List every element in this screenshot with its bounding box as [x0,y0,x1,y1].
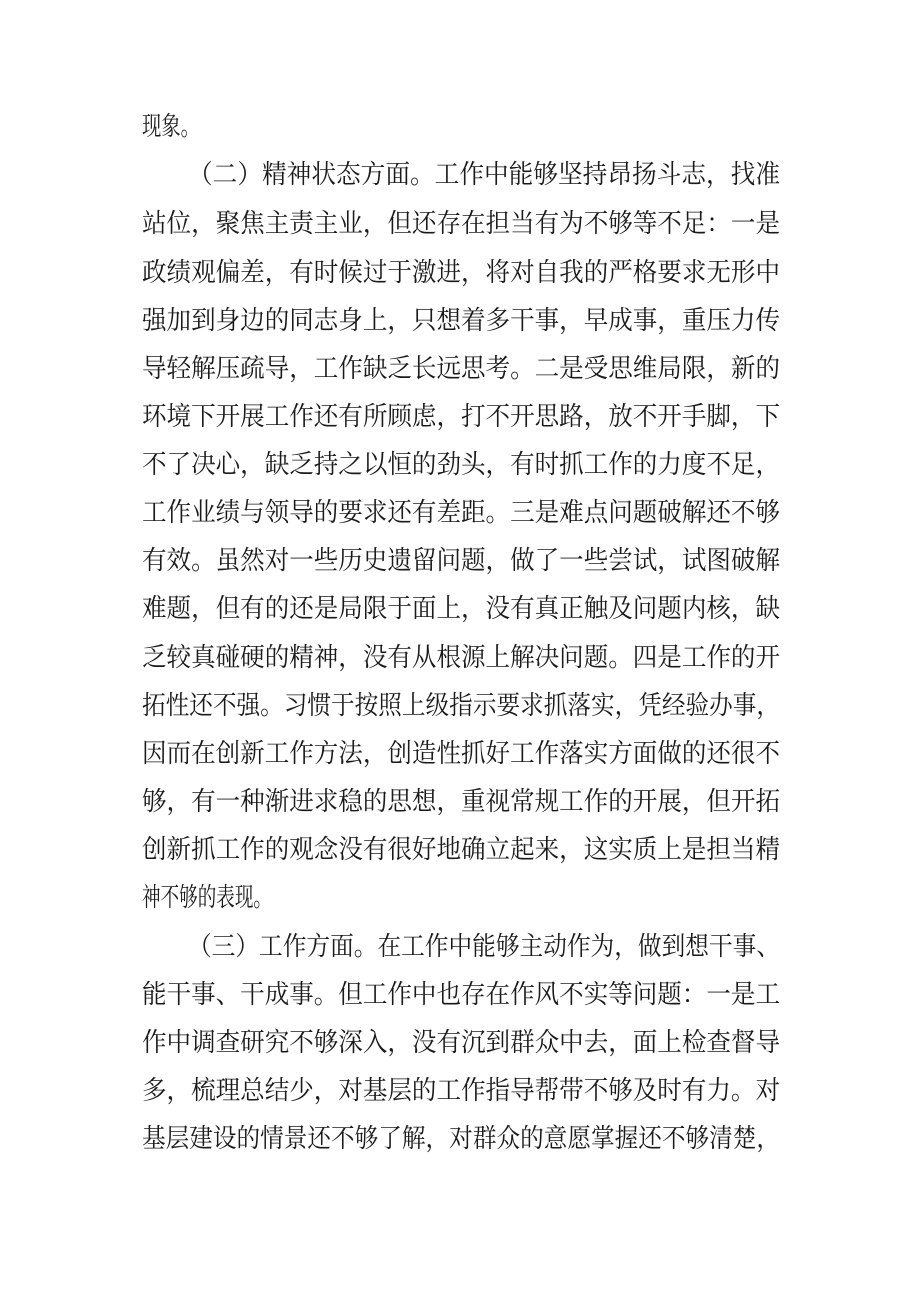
text-line-07: 环境下开展工作还有所顾虑，打不开思路，放不开手脚，下 [142,402,781,432]
text-line-16: 创新抓工作的观念没有很好地确立起来，这实质上是担当精 [142,835,781,865]
text-line-18: （三）工作方面。在工作中能够主动作为，做到想干事、 [188,932,781,962]
text-line-09: 工作业绩与领导的要求还有差距。三是难点问题破解还不够 [142,498,781,528]
text-line-21: 多，梳理总结少，对基层的工作指导帮带不够及时有力。对 [142,1076,781,1106]
text-line-05: 强加到身边的同志身上，只想着多干事，早成事，重压力传 [142,306,781,336]
text-line-06: 导轻解压疏导，工作缺乏长远思考。二是受思维局限，新的 [142,354,781,384]
text-line-22: 基层建设的情景还不够了解，对群众的意愿掌握还不够清楚， [142,1124,781,1154]
text-line-19: 能干事、干成事。但工作中也存在作风不实等问题：一是工 [142,980,781,1010]
text-line-11: 难题，但有的还是局限于面上，没有真正触及问题内核，缺 [142,594,781,624]
text-line-20: 作中调查研究不够深入，没有沉到群众中去，面上检查督导 [142,1028,781,1058]
text-line-01: 现象。 [142,112,201,142]
text-line-03: 站位，聚焦主责主业，但还存在担当有为不够等不足：一是 [142,209,781,239]
text-line-12: 乏较真碰硬的精神，没有从根源上解决问题。四是工作的开 [142,643,781,673]
text-line-04: 政绩观偏差，有时候过于激进，将对自我的严格要求无形中 [142,258,781,288]
text-line-14: 因而在创新工作方法，创造性抓好工作落实方面做的还很不 [142,739,781,769]
text-line-02: （二）精神状态方面。工作中能够坚持昂扬斗志，找准 [188,160,781,190]
text-line-15: 够，有一种渐进求稳的思想，重视常规工作的开展，但开拓 [142,787,781,817]
text-line-13: 拓性还不强。习惯于按照上级指示要求抓落实，凭经验办事， [142,691,781,721]
text-line-10: 有效。虽然对一些历史遗留问题，做了一些尝试，试图破解 [142,546,781,576]
text-line-08: 不了决心，缺乏持之以恒的劲头，有时抓工作的力度不足， [142,450,781,480]
text-line-17: 神不够的表现。 [142,883,273,913]
